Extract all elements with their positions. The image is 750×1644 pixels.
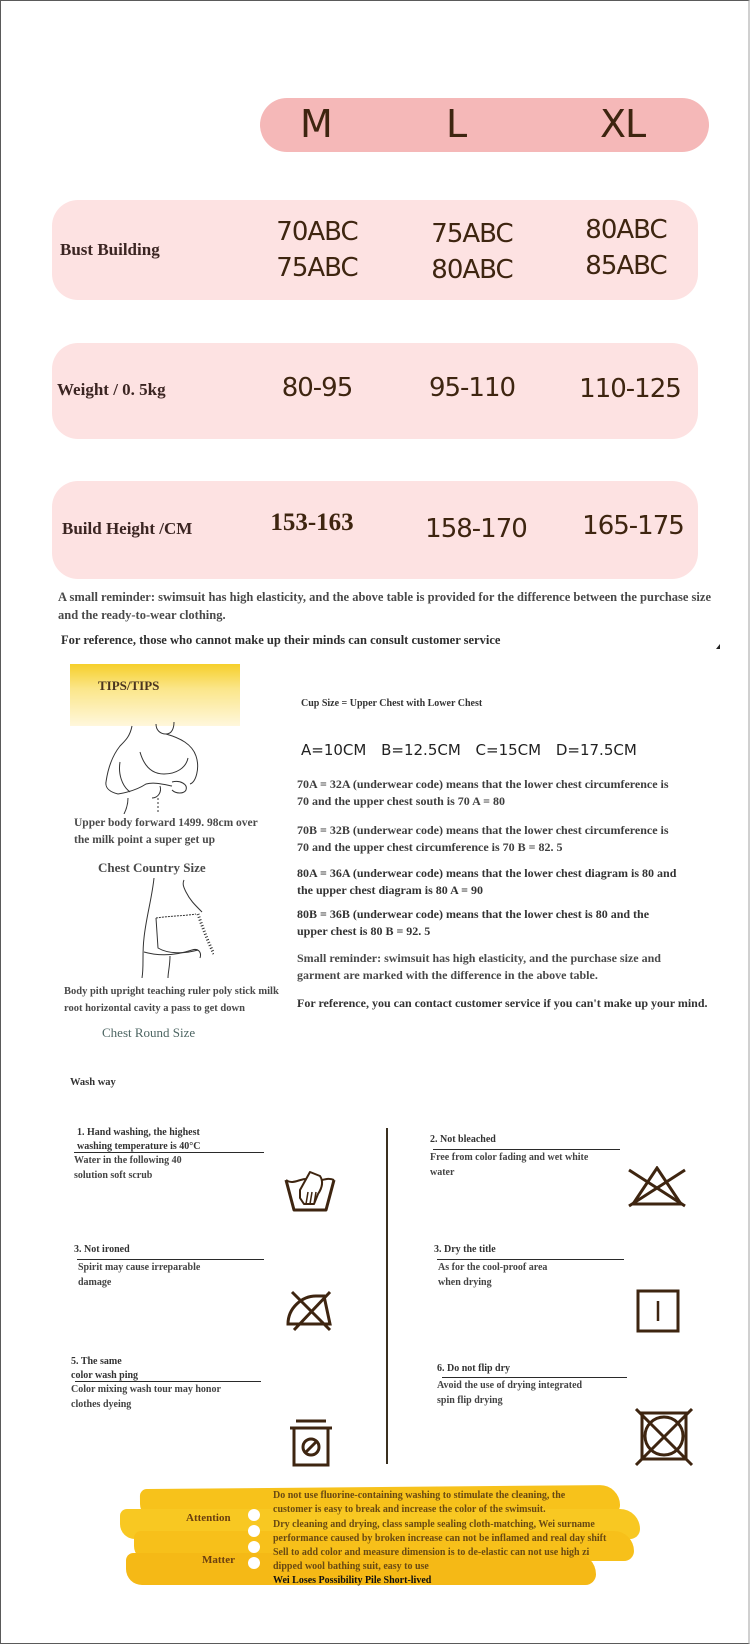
bullet-dot bbox=[248, 1541, 260, 1553]
para-1-line-1: 70A = 32A (underwear code) means that the lower chest circumference is bbox=[297, 777, 669, 791]
weight-l-value: 95-110 bbox=[428, 373, 516, 403]
weight-m-value: 80-95 bbox=[281, 373, 353, 403]
wash-item-title: 3. Dry the title bbox=[434, 1244, 496, 1255]
para-2-line-2: 70 and the upper chest circumference is 70 B = 82. 5 bbox=[297, 839, 563, 854]
bust-xl-value bbox=[566, 212, 686, 284]
attention-footer: Wei Loses Possibility Pile Short-lived bbox=[273, 1575, 432, 1586]
wash-item-desc: water bbox=[430, 1167, 455, 1178]
para-3-line-1: 80A = 36A (underwear code) means that the lower chest diagram is 80 and bbox=[297, 866, 677, 880]
wash-item-no-tumble-dry bbox=[437, 1362, 627, 1408]
attention-line: dipped wool bathing suit, easy to use bbox=[273, 1561, 429, 1572]
wash-item-no-iron bbox=[74, 1243, 264, 1290]
chest-measure-illustration bbox=[128, 878, 214, 978]
reminder-line-1: A small reminder: swimsuit has high elasticity, and the above table is provided for the difference between the purchase size bbox=[58, 590, 711, 604]
bullet-dot bbox=[248, 1509, 260, 1521]
wash-item-desc: Color mixing wash tour may honor bbox=[71, 1384, 221, 1395]
upper-body-caption bbox=[74, 815, 258, 849]
wash-item-desc: spin flip drying bbox=[437, 1395, 503, 1406]
bullet-dot bbox=[248, 1557, 260, 1569]
corner-mark bbox=[716, 644, 720, 649]
size-m-label: M bbox=[300, 102, 332, 146]
wash-item-title: 3. Not ironed bbox=[74, 1244, 130, 1255]
separate-wash-icon bbox=[288, 1419, 334, 1467]
upper-caption-1: Upper body forward 1499. 98cm over bbox=[74, 817, 258, 829]
no-bleach-icon bbox=[627, 1166, 687, 1208]
size-header bbox=[260, 98, 709, 152]
bust-l-1: 75ABC bbox=[431, 219, 513, 249]
column-divider bbox=[386, 1128, 388, 1464]
bust-l-value bbox=[412, 216, 532, 288]
cup-paragraph bbox=[297, 950, 697, 983]
no-iron-icon bbox=[284, 1290, 334, 1332]
attention-line: Sell to add color and measure dimension is to de-elastic can not use high zi bbox=[273, 1547, 590, 1558]
size-l-label: L bbox=[446, 102, 467, 146]
chest-country-size-label: Chest Country Size bbox=[98, 860, 206, 875]
para-6-line-1: For reference, you can contact customer service if you can't make up your mind. bbox=[297, 996, 708, 1010]
para-5-line-1: Small reminder: swimsuit has high elasticity, and the purchase size and bbox=[297, 951, 661, 965]
size-reminder bbox=[58, 588, 718, 624]
wash-item-desc: Avoid the use of drying integrated bbox=[437, 1380, 583, 1391]
para-4-line-1: 80B = 36B (underwear code) means that the lower chest is 80 and the bbox=[297, 907, 650, 921]
wash-item-title: 1. Hand washing, the highest bbox=[77, 1127, 200, 1138]
attention-line: performance caused by broken increase can not be inflamed and real day shift bbox=[273, 1533, 607, 1544]
para-4-line-2: upper chest is 80 B = 92. 5 bbox=[297, 923, 431, 938]
weight-xl-value: 110-125 bbox=[579, 374, 681, 404]
upper-body-measure-illustration bbox=[100, 722, 210, 814]
tips-banner bbox=[70, 664, 240, 726]
hand-wash-icon bbox=[284, 1168, 336, 1214]
wash-item-desc: solution soft scrub bbox=[74, 1170, 153, 1181]
cup-paragraph bbox=[297, 822, 697, 855]
wash-item-title: color wash ping bbox=[71, 1370, 139, 1381]
wash-item-separate-wash bbox=[71, 1355, 261, 1412]
height-l-value: 158-170 bbox=[425, 514, 527, 544]
lower-caption-1: Body pith upright teaching ruler poly stick milk bbox=[64, 986, 279, 997]
attention-line: Dry cleaning and drying, class sample sealing cloth-matching, Wei surname bbox=[273, 1519, 595, 1530]
bust-m-value bbox=[257, 214, 377, 286]
wash-item-title: 2. Not bleached bbox=[430, 1134, 496, 1145]
reminder-line-2: and the ready-to-wear clothing. bbox=[58, 608, 226, 622]
attention-label: Attention bbox=[186, 1512, 231, 1524]
no-tumble-dry-icon bbox=[634, 1407, 694, 1467]
wash-item-hand-wash bbox=[74, 1126, 264, 1183]
wash-item-desc: Water in the following 40 bbox=[74, 1155, 182, 1166]
wash-heading: Wash way bbox=[70, 1077, 116, 1088]
cup-paragraph bbox=[297, 995, 737, 1012]
wash-item-desc: Spirit may cause irreparable bbox=[78, 1262, 201, 1273]
bust-m-1: 70ABC bbox=[276, 217, 358, 247]
bust-xl-2: 85ABC bbox=[585, 251, 667, 281]
wash-item-desc: Free from color fading and wet white bbox=[430, 1152, 589, 1163]
cup-paragraph bbox=[297, 906, 697, 939]
para-2-line-1: 70B = 32B (underwear code) means that the lower chest circumference is bbox=[297, 823, 669, 837]
weight-label: Weight / 0. 5kg bbox=[57, 380, 166, 399]
lower-caption-2: root horizontal cavity a pass to get down bbox=[64, 1003, 245, 1014]
lower-body-caption bbox=[64, 983, 279, 1017]
attention-line: customer is easy to break and increase the color of the swimsuit. bbox=[273, 1504, 546, 1515]
reference-note: For reference, those who cannot make up their minds can consult customer service bbox=[61, 633, 501, 647]
para-5-line-2: garment are marked with the difference in the above table. bbox=[297, 967, 598, 982]
cup-paragraph bbox=[297, 865, 697, 898]
height-label: Build Height /CM bbox=[62, 519, 193, 538]
bust-l-2: 80ABC bbox=[431, 255, 513, 285]
matter-label: Matter bbox=[202, 1554, 235, 1566]
para-1-line-2: 70 and the upper chest south is 70 A = 80 bbox=[297, 793, 505, 808]
bust-label: Bust Building bbox=[60, 240, 160, 259]
height-row bbox=[52, 481, 698, 579]
weight-row bbox=[52, 343, 698, 439]
cup-size-title: Cup Size = Upper Chest with Lower Chest bbox=[301, 698, 483, 709]
chest-round-size-label: Chest Round Size bbox=[102, 1025, 196, 1040]
wash-item-title: 5. The same bbox=[71, 1356, 122, 1367]
wash-item-no-bleach bbox=[430, 1133, 620, 1180]
wash-item-desc: when drying bbox=[438, 1277, 492, 1288]
para-3-line-2: the upper chest diagram is 80 A = 90 bbox=[297, 882, 483, 897]
cup-formula: A=10CM B=12.5CM C=15CM D=17.5CM bbox=[301, 741, 637, 759]
attention-panel bbox=[120, 1487, 640, 1587]
wash-item-desc: As for the cool-proof area bbox=[438, 1262, 548, 1273]
size-xl-label: XL bbox=[600, 102, 646, 146]
upper-caption-2: the milk point a super get up bbox=[74, 834, 216, 846]
bust-m-2: 75ABC bbox=[276, 253, 358, 283]
line-dry-icon bbox=[636, 1289, 680, 1333]
attention-line: Do not use fluorine-containing washing to stimulate the cleaning, the bbox=[273, 1490, 566, 1501]
bullet-dot bbox=[248, 1525, 260, 1537]
tips-banner-text: TIPS/TIPS bbox=[98, 678, 160, 693]
bust-row bbox=[52, 200, 698, 300]
bust-xl-1: 80ABC bbox=[585, 215, 667, 245]
cup-paragraph bbox=[297, 776, 697, 809]
wash-item-title: washing temperature is 40°C bbox=[77, 1141, 201, 1152]
height-xl-value: 165-175 bbox=[582, 511, 684, 541]
height-m-value: 153-163 bbox=[270, 509, 354, 536]
wash-item-desc: clothes dyeing bbox=[71, 1399, 132, 1410]
wash-item-line-dry bbox=[434, 1243, 624, 1290]
wash-item-desc: damage bbox=[78, 1277, 112, 1288]
wash-item-title: 6. Do not flip dry bbox=[437, 1363, 511, 1374]
